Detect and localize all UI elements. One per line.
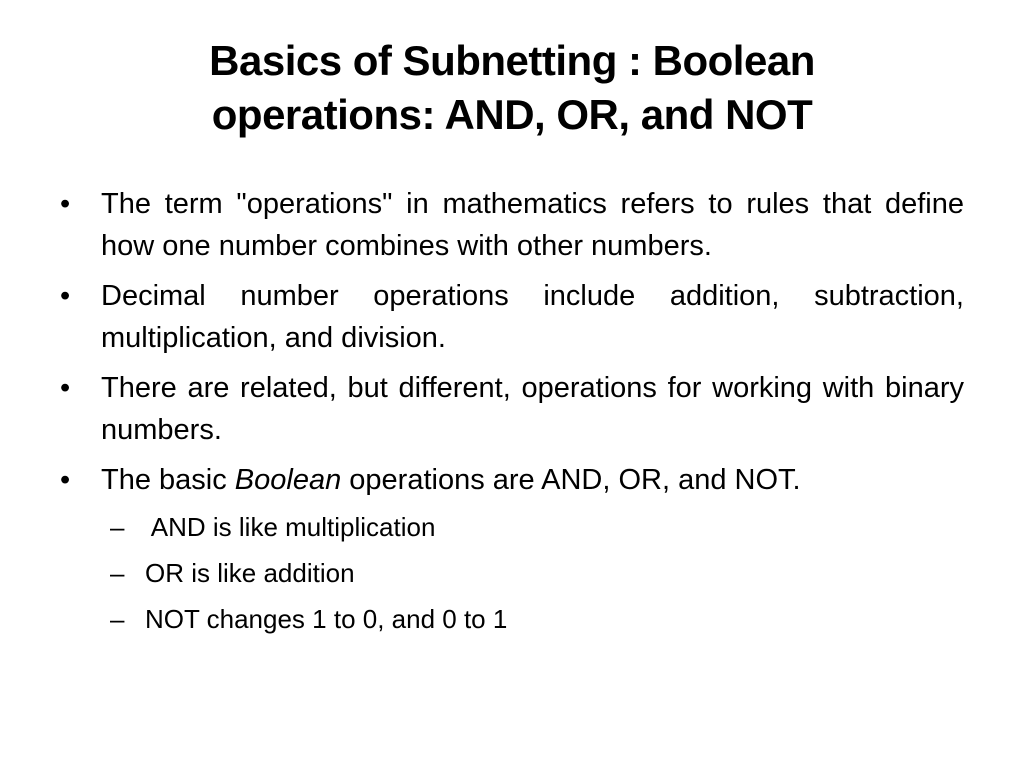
bullet-text-italic: Boolean: [234, 464, 342, 496]
bullet-item: [60, 459, 964, 501]
sub-bullet-text: AND is like multiplication: [145, 512, 436, 542]
sub-bullet-item: [60, 509, 964, 545]
slide-title-line-2: operations: AND, OR, and NOT: [211, 91, 813, 138]
sub-bullet-marker: –: [110, 512, 125, 542]
bullet-item: [60, 183, 964, 267]
bullet-text: [101, 459, 964, 501]
slide-title: [60, 34, 964, 142]
sub-bullet-marker: –: [110, 604, 125, 634]
bullet-marker: •: [60, 280, 71, 312]
sub-bullet-text: NOT changes 1 to 0, and 0 to 1: [145, 604, 508, 634]
sub-bullet-item: [60, 555, 964, 591]
sub-bullet-marker: –: [110, 558, 125, 588]
slide-title-line-1: Basics of Subnetting : Boolean: [209, 37, 815, 84]
bullet-item: [60, 275, 964, 359]
sub-bullet-item: [60, 601, 964, 637]
bullet-item: [60, 367, 964, 451]
bullet-text-before: The basic: [101, 464, 235, 496]
sub-bullet-text: OR is like addition: [145, 558, 355, 588]
bullet-marker: •: [60, 188, 71, 220]
bullet-text-after: operations are AND, OR, and NOT.: [341, 464, 801, 496]
bullet-marker: •: [60, 372, 71, 404]
bullet-marker: •: [60, 464, 71, 496]
slide-body: [60, 183, 964, 647]
bullet-text: The term "operations" in mathematics refers to rules that define how one number combines with other numbers.: [101, 188, 964, 262]
bullet-text: Decimal number operations include addition, subtraction, multiplication, and division.: [101, 280, 964, 354]
bullet-text: There are related, but different, operations for working with binary numbers.: [101, 372, 964, 446]
